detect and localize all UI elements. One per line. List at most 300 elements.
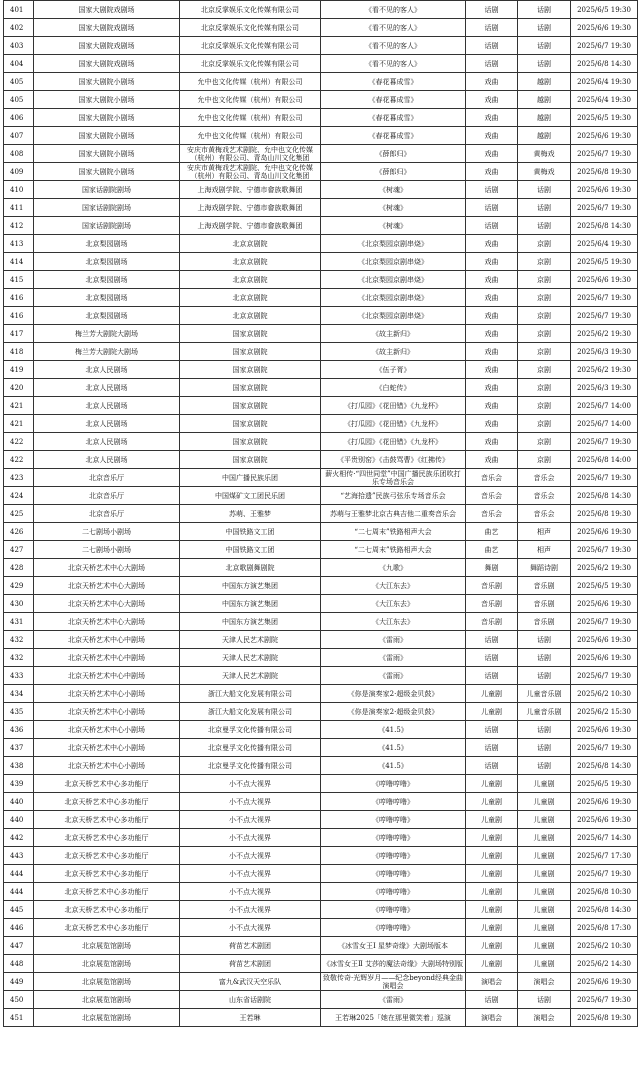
- venue-cell: 北京天桥艺术中心多功能厅: [34, 901, 180, 919]
- program-title-cell: 《41.5》: [321, 739, 466, 757]
- row-number-cell: 435: [4, 703, 34, 721]
- row-number-cell: 442: [4, 829, 34, 847]
- organizer-cell: 小不点大视界: [180, 901, 321, 919]
- category-cell: 戏曲: [466, 415, 518, 433]
- row-number-cell: 440: [4, 793, 34, 811]
- genre-cell: 话剧: [518, 217, 571, 235]
- date-time-cell: 2025/6/7 19:30: [571, 289, 638, 307]
- category-cell: 儿童剧: [466, 829, 518, 847]
- date-time-cell: 2025/6/6 19:30: [571, 271, 638, 289]
- category-cell: 戏曲: [466, 127, 518, 145]
- date-time-cell: 2025/6/8 14:30: [571, 487, 638, 505]
- organizer-cell: 国家京剧院: [180, 343, 321, 361]
- organizer-cell: 中国煤矿文工团民乐团: [180, 487, 321, 505]
- organizer-cell: 北京歌剧舞剧院: [180, 559, 321, 577]
- venue-cell: 北京天桥艺术中心中剧场: [34, 631, 180, 649]
- venue-cell: 国家话剧院剧场: [34, 199, 180, 217]
- category-cell: 儿童剧: [466, 937, 518, 955]
- row-number-cell: 427: [4, 541, 34, 559]
- table-row: [4, 865, 638, 883]
- date-time-cell: 2025/6/6 19:30: [571, 19, 638, 37]
- category-cell: 话剧: [466, 667, 518, 685]
- date-time-cell: 2025/6/7 14:00: [571, 397, 638, 415]
- organizer-cell: 北京反掌娱乐文化传媒有限公司: [180, 37, 321, 55]
- table-row: [4, 505, 638, 523]
- program-title-cell: 《哼噜哼噜》: [321, 883, 466, 901]
- organizer-cell: 小不点大视界: [180, 775, 321, 793]
- category-cell: 戏曲: [466, 325, 518, 343]
- genre-cell: 越剧: [518, 91, 571, 109]
- table-row: [4, 271, 638, 289]
- table-row: [4, 181, 638, 199]
- genre-cell: 京剧: [518, 343, 571, 361]
- date-time-cell: 2025/6/7 19:30: [571, 433, 638, 451]
- row-number-cell: 422: [4, 433, 34, 451]
- genre-cell: 音乐剧: [518, 595, 571, 613]
- row-number-cell: 445: [4, 901, 34, 919]
- program-title-cell: 《看不见的客人》: [321, 55, 466, 73]
- row-number-cell: 436: [4, 721, 34, 739]
- row-number-cell: 438: [4, 757, 34, 775]
- venue-cell: 北京天桥艺术中心多功能厅: [34, 793, 180, 811]
- category-cell: 儿童剧: [466, 793, 518, 811]
- table-row: [4, 127, 638, 145]
- date-time-cell: 2025/6/7 14:30: [571, 829, 638, 847]
- program-title-cell: 《哼噜哼噜》: [321, 793, 466, 811]
- program-title-cell: 《薛郎归》: [321, 163, 466, 181]
- row-number-cell: 407: [4, 127, 34, 145]
- row-number-cell: 419: [4, 361, 34, 379]
- table-row: [4, 235, 638, 253]
- category-cell: 话剧: [466, 649, 518, 667]
- category-cell: 话剧: [466, 757, 518, 775]
- program-title-cell: 《树魂》: [321, 217, 466, 235]
- category-cell: 音乐剧: [466, 595, 518, 613]
- date-time-cell: 2025/6/8 19:30: [571, 1009, 638, 1027]
- date-time-cell: 2025/6/6 19:30: [571, 127, 638, 145]
- table-row: [4, 451, 638, 469]
- date-time-cell: 2025/6/7 17:30: [571, 847, 638, 865]
- date-time-cell: 2025/6/7 19:30: [571, 613, 638, 631]
- category-cell: 音乐剧: [466, 577, 518, 595]
- program-title-cell: 《大江东去》: [321, 577, 466, 595]
- program-title-cell: 《看不见的客人》: [321, 1, 466, 19]
- row-number-cell: 410: [4, 181, 34, 199]
- category-cell: 戏曲: [466, 343, 518, 361]
- genre-cell: 儿童剧: [518, 775, 571, 793]
- venue-cell: 北京人民剧场: [34, 415, 180, 433]
- genre-cell: 京剧: [518, 253, 571, 271]
- venue-cell: 北京天桥艺术中心大剧场: [34, 613, 180, 631]
- venue-cell: 北京梨园剧场: [34, 289, 180, 307]
- row-number-cell: 415: [4, 271, 34, 289]
- date-time-cell: 2025/6/8 10:30: [571, 883, 638, 901]
- organizer-cell: 北京京剧院: [180, 289, 321, 307]
- genre-cell: 相声: [518, 523, 571, 541]
- row-number-cell: 416: [4, 289, 34, 307]
- date-time-cell: 2025/6/6 19:30: [571, 811, 638, 829]
- genre-cell: 话剧: [518, 631, 571, 649]
- organizer-cell: 国家京剧院: [180, 451, 321, 469]
- organizer-cell: 北京京剧院: [180, 307, 321, 325]
- date-time-cell: 2025/6/6 19:30: [571, 649, 638, 667]
- table-row: [4, 73, 638, 91]
- table-row: [4, 19, 638, 37]
- row-number-cell: 426: [4, 523, 34, 541]
- program-title-cell: 《大江东去》: [321, 595, 466, 613]
- row-number-cell: 423: [4, 469, 34, 487]
- category-cell: 话剧: [466, 721, 518, 739]
- row-number-cell: 405: [4, 91, 34, 109]
- genre-cell: 儿童剧: [518, 793, 571, 811]
- venue-cell: 北京展览馆剧场: [34, 1009, 180, 1027]
- organizer-cell: 国家京剧院: [180, 397, 321, 415]
- date-time-cell: 2025/6/7 19:30: [571, 739, 638, 757]
- row-number-cell: 417: [4, 325, 34, 343]
- category-cell: 儿童剧: [466, 919, 518, 937]
- program-title-cell: 《哼噜哼噜》: [321, 901, 466, 919]
- program-title-cell: 《打瓜园》《花田错》《九龙杯》: [321, 397, 466, 415]
- table-row: [4, 91, 638, 109]
- organizer-cell: 小不点大视界: [180, 793, 321, 811]
- genre-cell: 音乐会: [518, 505, 571, 523]
- category-cell: 戏曲: [466, 163, 518, 181]
- venue-cell: 北京天桥艺术中心小剧场: [34, 703, 180, 721]
- date-time-cell: 2025/6/3 19:30: [571, 343, 638, 361]
- organizer-cell: 小不点大视界: [180, 829, 321, 847]
- row-number-cell: 403: [4, 37, 34, 55]
- genre-cell: 黄梅戏: [518, 163, 571, 181]
- genre-cell: 儿童剧: [518, 937, 571, 955]
- venue-cell: 北京梨园剧场: [34, 271, 180, 289]
- genre-cell: 话剧: [518, 199, 571, 217]
- date-time-cell: 2025/6/5 19:30: [571, 109, 638, 127]
- category-cell: 儿童剧: [466, 775, 518, 793]
- organizer-cell: 中国东方演艺集团: [180, 595, 321, 613]
- category-cell: 戏曲: [466, 91, 518, 109]
- genre-cell: 相声: [518, 541, 571, 559]
- organizer-cell: 浙江大船文化发展有限公司: [180, 703, 321, 721]
- category-cell: 音乐会: [466, 505, 518, 523]
- genre-cell: 话剧: [518, 19, 571, 37]
- date-time-cell: 2025/6/6 19:30: [571, 523, 638, 541]
- category-cell: 儿童剧: [466, 901, 518, 919]
- venue-cell: 国家大剧院小剧场: [34, 163, 180, 181]
- genre-cell: 京剧: [518, 397, 571, 415]
- venue-cell: 北京展览馆剧场: [34, 991, 180, 1009]
- organizer-cell: 国家京剧院: [180, 415, 321, 433]
- row-number-cell: 444: [4, 883, 34, 901]
- program-title-cell: 《薛郎归》: [321, 145, 466, 163]
- venue-cell: 国家话剧院剧场: [34, 181, 180, 199]
- row-number-cell: 406: [4, 109, 34, 127]
- genre-cell: 话剧: [518, 55, 571, 73]
- program-title-cell: 《树魂》: [321, 199, 466, 217]
- venue-cell: 国家大剧院戏剧场: [34, 37, 180, 55]
- organizer-cell: 上海戏剧学院、宁德市畲族歌舞团: [180, 181, 321, 199]
- table-row: [4, 991, 638, 1009]
- genre-cell: 音乐会: [518, 487, 571, 505]
- organizer-cell: 国家京剧院: [180, 325, 321, 343]
- table-row: [4, 757, 638, 775]
- genre-cell: 儿童音乐剧: [518, 703, 571, 721]
- date-time-cell: 2025/6/2 19:30: [571, 325, 638, 343]
- venue-cell: 北京天桥艺术中心多功能厅: [34, 883, 180, 901]
- category-cell: 戏曲: [466, 271, 518, 289]
- row-number-cell: 448: [4, 955, 34, 973]
- venue-cell: 北京天桥艺术中心小剧场: [34, 757, 180, 775]
- date-time-cell: 2025/6/8 17:30: [571, 919, 638, 937]
- organizer-cell: 中国东方演艺集团: [180, 613, 321, 631]
- program-title-cell: 《北京梨园京剧串烧》: [321, 235, 466, 253]
- genre-cell: 话剧: [518, 757, 571, 775]
- program-title-cell: 《雷雨》: [321, 991, 466, 1009]
- program-title-cell: 《故主新归》: [321, 325, 466, 343]
- table-row: [4, 631, 638, 649]
- row-number-cell: 414: [4, 253, 34, 271]
- venue-cell: 北京天桥艺术中心小剧场: [34, 721, 180, 739]
- date-time-cell: 2025/6/7 19:30: [571, 37, 638, 55]
- venue-cell: 北京天桥艺术中心大剧场: [34, 577, 180, 595]
- genre-cell: 京剧: [518, 235, 571, 253]
- date-time-cell: 2025/6/6 19:30: [571, 631, 638, 649]
- venue-cell: 北京天桥艺术中心中剧场: [34, 667, 180, 685]
- date-time-cell: 2025/6/8 14:30: [571, 55, 638, 73]
- organizer-cell: 小不点大视界: [180, 919, 321, 937]
- date-time-cell: 2025/6/2 10:30: [571, 937, 638, 955]
- venue-cell: 国家话剧院剧场: [34, 217, 180, 235]
- performance-table: [3, 0, 638, 1027]
- table-row: [4, 343, 638, 361]
- genre-cell: 儿童剧: [518, 865, 571, 883]
- table-row: [4, 811, 638, 829]
- venue-cell: 北京人民剧场: [34, 361, 180, 379]
- genre-cell: 儿童剧: [518, 901, 571, 919]
- program-title-cell: 《哼噜哼噜》: [321, 919, 466, 937]
- row-number-cell: 421: [4, 415, 34, 433]
- organizer-cell: 小不点大视界: [180, 811, 321, 829]
- venue-cell: 北京天桥艺术中心小剧场: [34, 739, 180, 757]
- program-title-cell: 《春花暮成雪》: [321, 109, 466, 127]
- category-cell: 舞剧: [466, 559, 518, 577]
- program-title-cell: 《北京梨园京剧串烧》: [321, 307, 466, 325]
- category-cell: 戏曲: [466, 307, 518, 325]
- venue-cell: 北京天桥艺术中心多功能厅: [34, 919, 180, 937]
- genre-cell: 京剧: [518, 361, 571, 379]
- table-row: [4, 595, 638, 613]
- category-cell: 戏曲: [466, 397, 518, 415]
- category-cell: 音乐会: [466, 487, 518, 505]
- category-cell: 戏曲: [466, 379, 518, 397]
- row-number-cell: 450: [4, 991, 34, 1009]
- date-time-cell: 2025/6/2 10:30: [571, 685, 638, 703]
- row-number-cell: 424: [4, 487, 34, 505]
- row-number-cell: 408: [4, 145, 34, 163]
- category-cell: 话剧: [466, 739, 518, 757]
- row-number-cell: 434: [4, 685, 34, 703]
- date-time-cell: 2025/6/8 19:30: [571, 505, 638, 523]
- table-row: [4, 523, 638, 541]
- row-number-cell: 437: [4, 739, 34, 757]
- program-title-cell: 《打瓜园》《花田错》《九龙杯》: [321, 433, 466, 451]
- date-time-cell: 2025/6/4 19:30: [571, 235, 638, 253]
- category-cell: 戏曲: [466, 145, 518, 163]
- row-number-cell: 402: [4, 19, 34, 37]
- genre-cell: 儿童音乐剧: [518, 685, 571, 703]
- row-number-cell: 422: [4, 451, 34, 469]
- venue-cell: 梅兰芳大剧院大剧场: [34, 343, 180, 361]
- venue-cell: 国家大剧院小剧场: [34, 145, 180, 163]
- table-row: [4, 721, 638, 739]
- venue-cell: 北京人民剧场: [34, 433, 180, 451]
- table-row: [4, 361, 638, 379]
- genre-cell: 儿童剧: [518, 883, 571, 901]
- venue-cell: 北京展览馆剧场: [34, 973, 180, 991]
- category-cell: 儿童剧: [466, 703, 518, 721]
- date-time-cell: 2025/6/7 19:30: [571, 199, 638, 217]
- program-title-cell: 《平贵别窑》《击鼓骂曹》《红拂传》: [321, 451, 466, 469]
- table-row: [4, 433, 638, 451]
- category-cell: 音乐会: [466, 469, 518, 487]
- program-title-cell: 《大江东去》: [321, 613, 466, 631]
- genre-cell: 话剧: [518, 649, 571, 667]
- date-time-cell: 2025/6/8 14:30: [571, 217, 638, 235]
- category-cell: 儿童剧: [466, 685, 518, 703]
- category-cell: 话剧: [466, 991, 518, 1009]
- category-cell: 演唱会: [466, 1009, 518, 1027]
- program-title-cell: 《北京梨园京剧串烧》: [321, 253, 466, 271]
- row-number-cell: 428: [4, 559, 34, 577]
- program-title-cell: 《雷雨》: [321, 631, 466, 649]
- organizer-cell: 国家京剧院: [180, 379, 321, 397]
- genre-cell: 儿童剧: [518, 955, 571, 973]
- venue-cell: 二七剧场小剧场: [34, 541, 180, 559]
- organizer-cell: 北京曼孚文化传播有限公司: [180, 721, 321, 739]
- date-time-cell: 2025/6/5 19:30: [571, 1, 638, 19]
- table-row: [4, 847, 638, 865]
- venue-cell: 国家大剧院小剧场: [34, 91, 180, 109]
- category-cell: 话剧: [466, 199, 518, 217]
- program-title-cell: “二七周末”铁路相声大会: [321, 541, 466, 559]
- row-number-cell: 440: [4, 811, 34, 829]
- category-cell: 儿童剧: [466, 955, 518, 973]
- row-number-cell: 405: [4, 73, 34, 91]
- genre-cell: 越剧: [518, 73, 571, 91]
- program-title-cell: 《北京梨园京剧串烧》: [321, 271, 466, 289]
- genre-cell: 京剧: [518, 289, 571, 307]
- venue-cell: 国家大剧院戏剧场: [34, 19, 180, 37]
- venue-cell: 北京音乐厅: [34, 469, 180, 487]
- venue-cell: 北京天桥艺术中心多功能厅: [34, 847, 180, 865]
- date-time-cell: 2025/6/5 19:30: [571, 253, 638, 271]
- date-time-cell: 2025/6/7 19:30: [571, 865, 638, 883]
- category-cell: 戏曲: [466, 235, 518, 253]
- organizer-cell: 上海戏剧学院、宁德市畲族歌舞团: [180, 199, 321, 217]
- venue-cell: 北京天桥艺术中心中剧场: [34, 649, 180, 667]
- program-title-cell: 《你是演奏家2·超级金贝鼓》: [321, 685, 466, 703]
- table-row: [4, 253, 638, 271]
- date-time-cell: 2025/6/4 19:30: [571, 91, 638, 109]
- table-row: [4, 307, 638, 325]
- row-number-cell: 430: [4, 595, 34, 613]
- venue-cell: 北京天桥艺术中心大剧场: [34, 559, 180, 577]
- row-number-cell: 418: [4, 343, 34, 361]
- table-row: [4, 919, 638, 937]
- program-title-cell: 《打瓜园》《花田错》《九龙杯》: [321, 415, 466, 433]
- row-number-cell: 447: [4, 937, 34, 955]
- program-title-cell: 《哼噜哼噜》: [321, 829, 466, 847]
- table-row: [4, 973, 638, 991]
- organizer-cell: 苏萌、王雅梦: [180, 505, 321, 523]
- row-number-cell: 420: [4, 379, 34, 397]
- genre-cell: 京剧: [518, 451, 571, 469]
- row-number-cell: 431: [4, 613, 34, 631]
- program-title-cell: 《41.5》: [321, 721, 466, 739]
- organizer-cell: 富九&武汉天空乐队: [180, 973, 321, 991]
- genre-cell: 儿童剧: [518, 919, 571, 937]
- genre-cell: 黄梅戏: [518, 145, 571, 163]
- program-title-cell: 《北京梨园京剧串烧》: [321, 289, 466, 307]
- date-time-cell: 2025/6/7 19:30: [571, 541, 638, 559]
- genre-cell: 儿童剧: [518, 847, 571, 865]
- category-cell: 话剧: [466, 1, 518, 19]
- row-number-cell: 429: [4, 577, 34, 595]
- venue-cell: 北京展览馆剧场: [34, 937, 180, 955]
- table-row: [4, 379, 638, 397]
- row-number-cell: 439: [4, 775, 34, 793]
- date-time-cell: 2025/6/5 19:30: [571, 775, 638, 793]
- organizer-cell: 允中也文化传媒（杭州）有限公司: [180, 91, 321, 109]
- program-title-cell: 王若琳2025「她在那里微笑着」巡演: [321, 1009, 466, 1027]
- program-title-cell: 致敬传奇·光辉岁月——纪念beyond经典金曲演唱会: [321, 973, 466, 991]
- venue-cell: 北京天桥艺术中心大剧场: [34, 595, 180, 613]
- row-number-cell: 421: [4, 397, 34, 415]
- category-cell: 戏曲: [466, 73, 518, 91]
- venue-cell: 北京梨园剧场: [34, 307, 180, 325]
- organizer-cell: 山东省话剧院: [180, 991, 321, 1009]
- table-row: [4, 955, 638, 973]
- date-time-cell: 2025/6/8 14:30: [571, 757, 638, 775]
- table-row: [4, 829, 638, 847]
- program-title-cell: 《故主新归》: [321, 343, 466, 361]
- program-title-cell: 《雷雨》: [321, 667, 466, 685]
- program-title-cell: 《九歌》: [321, 559, 466, 577]
- category-cell: 戏曲: [466, 289, 518, 307]
- table-row: [4, 541, 638, 559]
- program-title-cell: 薪火相传·“四世同堂”中国广播民族乐团吹打乐专场音乐会: [321, 469, 466, 487]
- organizer-cell: 小不点大视界: [180, 865, 321, 883]
- genre-cell: 越剧: [518, 127, 571, 145]
- program-title-cell: 《雷雨》: [321, 649, 466, 667]
- venue-cell: 国家大剧院小剧场: [34, 109, 180, 127]
- table-row: [4, 667, 638, 685]
- genre-cell: 舞蹈诗剧: [518, 559, 571, 577]
- date-time-cell: 2025/6/6 19:30: [571, 595, 638, 613]
- program-title-cell: “艺海拾遗”民族弓弦乐专场音乐会: [321, 487, 466, 505]
- category-cell: 话剧: [466, 631, 518, 649]
- table-row: [4, 145, 638, 163]
- venue-cell: 北京天桥艺术中心多功能厅: [34, 775, 180, 793]
- venue-cell: 国家大剧院小剧场: [34, 127, 180, 145]
- organizer-cell: 安庆市黄梅戏艺术剧院、允中也文化传媒（杭州）有限公司、青岛山川文化集团: [180, 163, 321, 181]
- category-cell: 儿童剧: [466, 883, 518, 901]
- genre-cell: 话剧: [518, 721, 571, 739]
- genre-cell: 儿童剧: [518, 829, 571, 847]
- date-time-cell: 2025/6/6 19:30: [571, 793, 638, 811]
- genre-cell: 京剧: [518, 433, 571, 451]
- category-cell: 演唱会: [466, 973, 518, 991]
- date-time-cell: 2025/6/2 15:30: [571, 703, 638, 721]
